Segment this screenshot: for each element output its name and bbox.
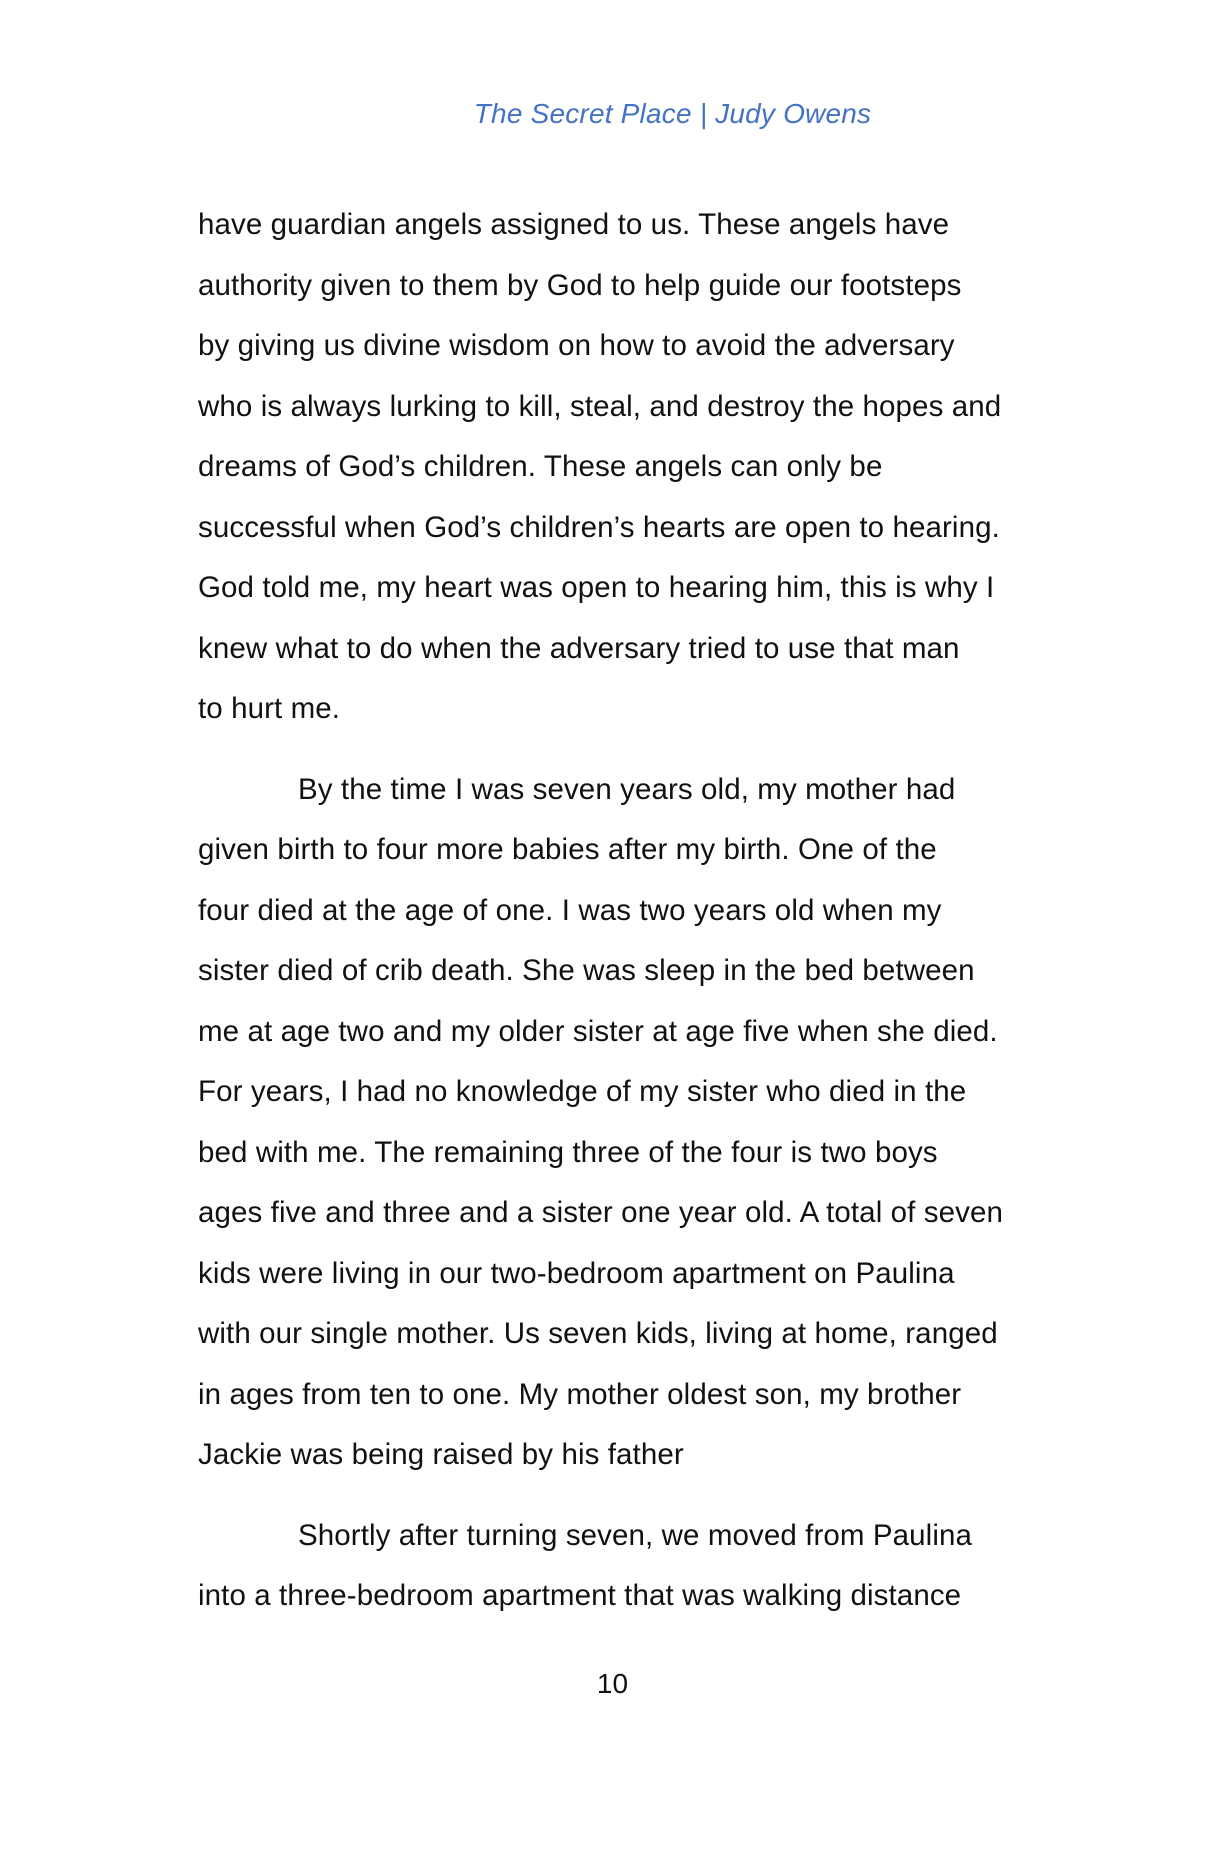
text-line: Jackie was being raised by his father [198, 1438, 684, 1471]
text-line: ages five and three and a sister one year old. A total of seven [198, 1196, 1003, 1229]
body-text [198, 195, 1033, 1627]
text-line: by giving us divine wisdom on how to avoid the adversary [198, 329, 955, 362]
text-line: God told me, my heart was open to hearing him, this is why I [198, 571, 995, 604]
page-number: 10 [596, 1668, 629, 1699]
text-line: four died at the age of one. I was two years old when my [198, 893, 942, 927]
text-line: knew what to do when the adversary tried to use that man [198, 631, 960, 665]
text-line: in ages from ten to one. My mother oldest son, my brother [198, 1377, 962, 1411]
text-line: given birth to four more babies after my birth. One of the [198, 833, 937, 866]
text-line: bed with me. The remaining three of the four is two boys [198, 1135, 938, 1169]
running-header: The Secret Place | Judy Owens [473, 98, 872, 129]
text-line-indented: By the time I was seven years old, my mother had [298, 772, 956, 806]
paragraph-2 [198, 760, 1033, 1486]
text-line: dreams of God’s children. These angels can only be [198, 450, 883, 483]
text-line: with our single mother. Us seven kids, living at home, ranged [198, 1317, 998, 1350]
text-line: who is always lurking to kill, steal, and destroy the hopes and [198, 389, 1002, 423]
text-line: kids were living in our two-bedroom apartment on Paulina [198, 1256, 955, 1290]
text-line: into a three-bedroom apartment that was walking distance [198, 1579, 962, 1612]
text-line: have guardian angels assigned to us. These angels have [198, 208, 950, 241]
text-line-indented: Shortly after turning seven, we moved from Paulina [298, 1518, 972, 1552]
paragraph-spacing [198, 740, 1033, 760]
paragraph-3 [198, 1506, 1033, 1627]
text-line: me at age two and my older sister at age five when she died. [198, 1014, 998, 1048]
paragraph-spacing [198, 1486, 1033, 1506]
text-line: sister died of crib death. She was sleep in the bed between [198, 954, 975, 987]
text-line: For years, I had no knowledge of my sister who died in the [198, 1075, 967, 1108]
text-line: successful when God’s children’s hearts are open to hearing. [198, 510, 1000, 544]
text-line: authority given to them by God to help guide our footsteps [198, 268, 962, 302]
text-line: to hurt me. [198, 692, 341, 725]
paragraph-1 [198, 195, 1033, 740]
